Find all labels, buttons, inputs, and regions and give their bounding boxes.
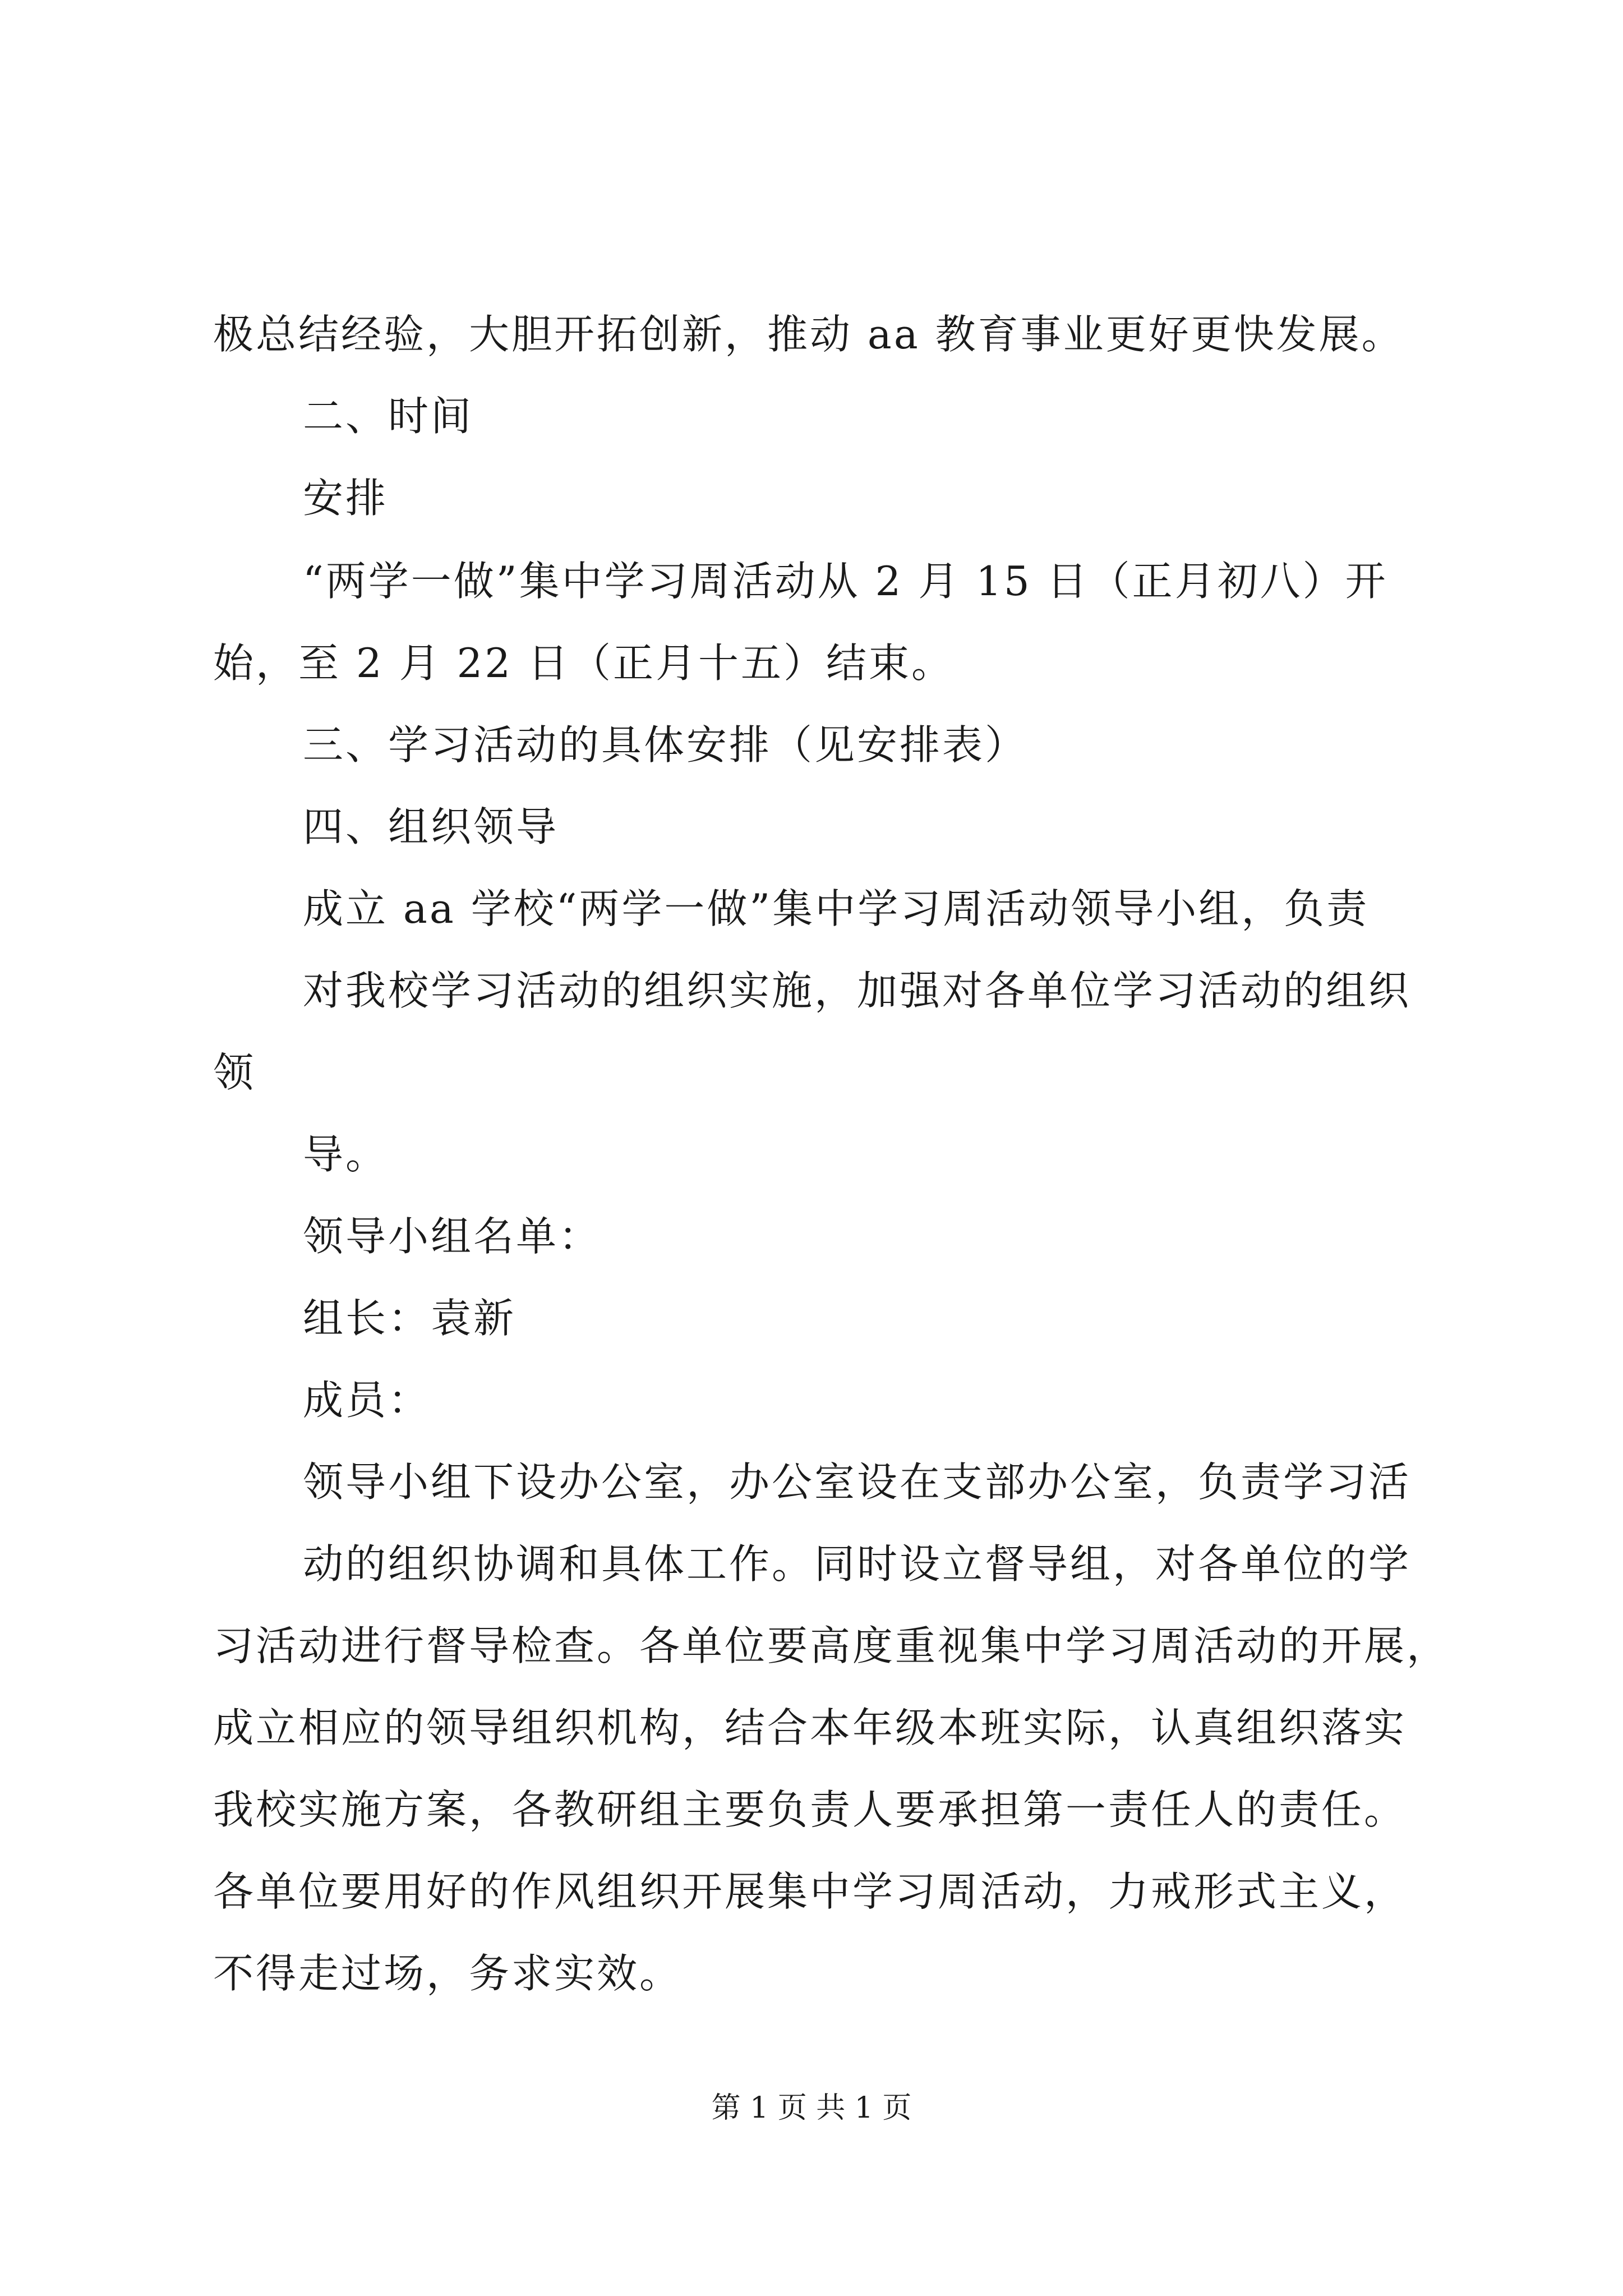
paragraph-line: 组长：袁新 xyxy=(303,1295,517,1342)
paragraph-line: 成立 aa 学校“两学一做”集中学习周活动领导小组，负责 xyxy=(303,885,1370,932)
paragraph-line: 动的组织协调和具体工作。同时设立督导组，对各单位的学 xyxy=(303,1540,1412,1588)
paragraph-line: 成立相应的领导组织机构，结合本年级本班实际，认真组织落实 xyxy=(213,1704,1407,1751)
paragraph-line: 习活动进行督导检查。各单位要高度重视集中学习周活动的开展， xyxy=(213,1622,1450,1669)
section-heading: 三、学习活动的具体安排（见安排表） xyxy=(303,721,1028,769)
paragraph-line: 安排 xyxy=(303,475,389,522)
section-heading: 四、组织领导 xyxy=(303,803,559,850)
paragraph-line: 对我校学习活动的组织实施，加强对各单位学习活动的组织 xyxy=(303,967,1412,1014)
page-number-footer: 第 1 页 共 1 页 xyxy=(711,2091,912,2125)
paragraph-line: 不得走过场，务求实效。 xyxy=(213,1950,683,1997)
paragraph-line: 极总结经验，大胆开拓创新，推动 aa 教育事业更好更快发展。 xyxy=(213,311,1404,358)
paragraph-line: 领导小组名单： xyxy=(303,1213,602,1260)
paragraph-line: 导。 xyxy=(303,1131,389,1178)
paragraph-line: 领 xyxy=(213,1049,256,1096)
paragraph-line: 成员： xyxy=(303,1377,431,1424)
paragraph-line: 各单位要用好的作风组织开展集中学习周活动，力戒形式主义， xyxy=(213,1868,1407,1915)
paragraph-line: 始，至 2 月 22 日（正月十五）结束。 xyxy=(213,639,954,687)
paragraph-line: 我校实施方案，各教研组主要负责人要承担第一责任人的责任。 xyxy=(213,1786,1407,1833)
paragraph-line: 领导小组下设办公室，办公室设在支部办公室，负责学习活 xyxy=(303,1458,1412,1506)
section-heading: 二、时间 xyxy=(303,393,474,440)
paragraph-line: “两学一做”集中学习周活动从 2 月 15 日（正月初八）开 xyxy=(303,558,1388,605)
